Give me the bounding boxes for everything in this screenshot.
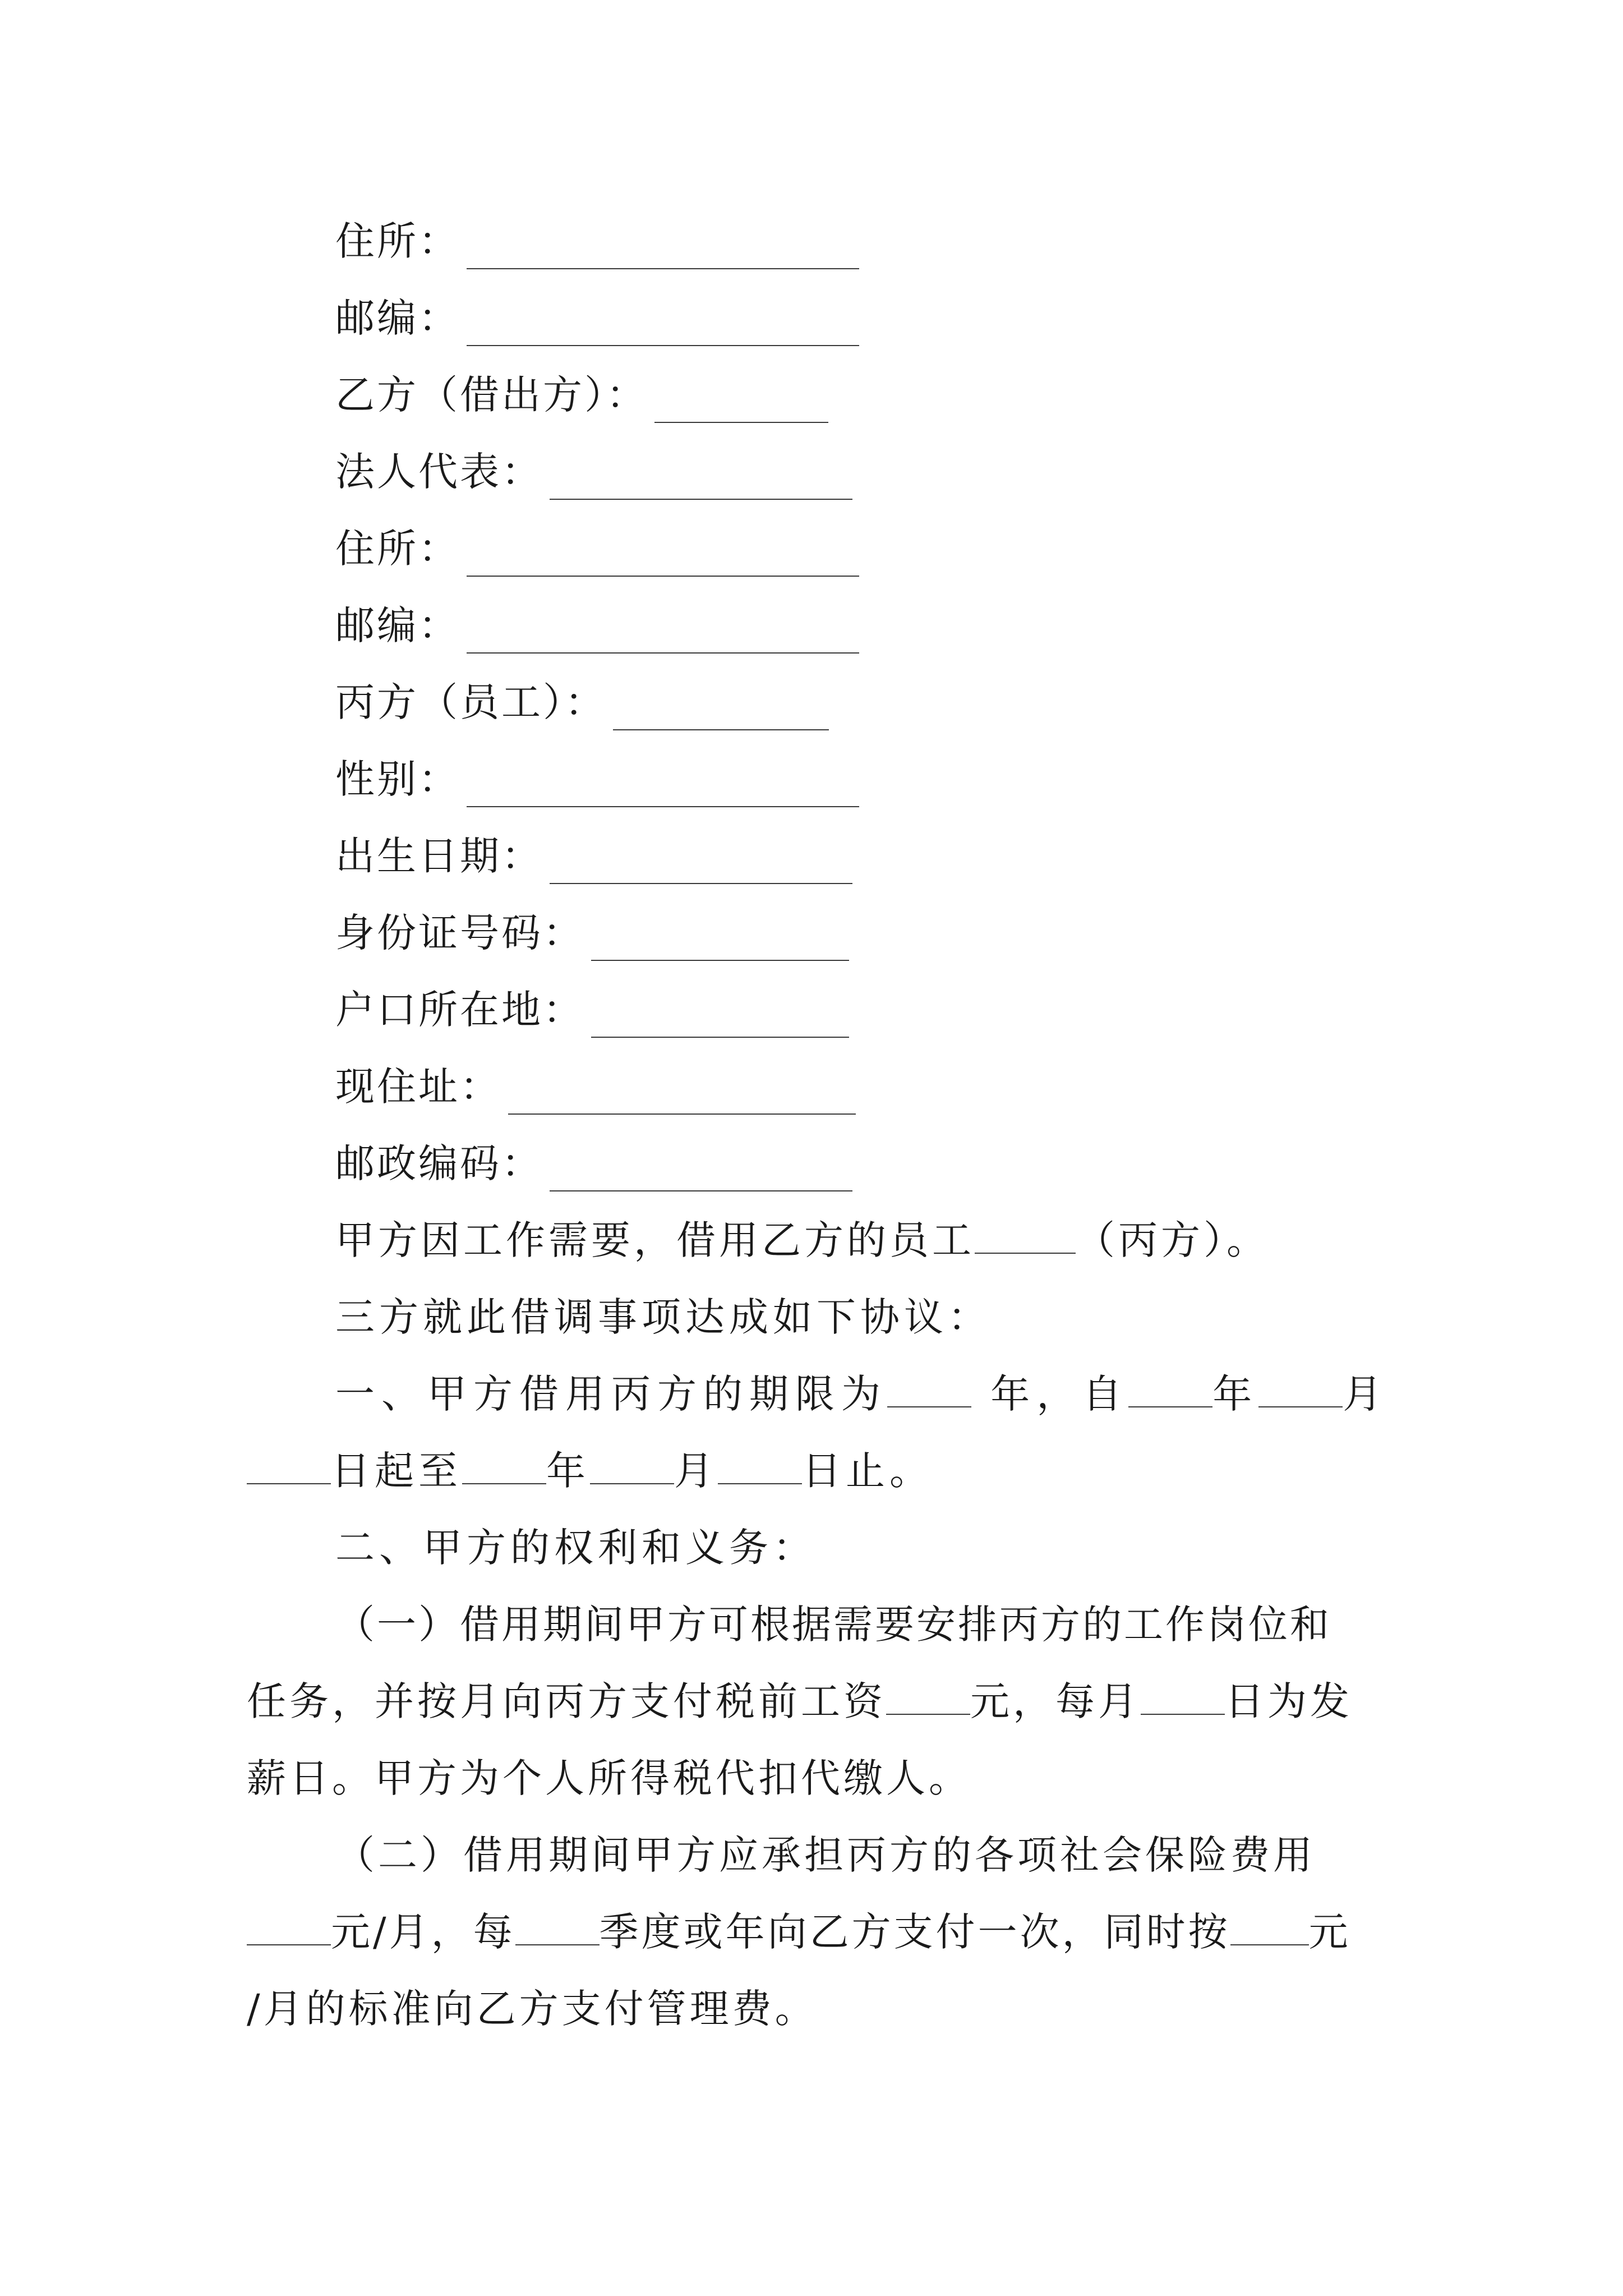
field-label: 性别：	[335, 756, 460, 802]
fill-line[interactable]	[1128, 1369, 1212, 1407]
text-segment: 三方就此借调事项达成如下协议：	[335, 1294, 992, 1340]
paragraph-clause-2-line-1	[335, 1827, 1316, 1883]
text-segment: 元/月，每	[331, 1909, 515, 1955]
fill-line[interactable]	[467, 229, 859, 269]
fill-line[interactable]	[591, 921, 849, 961]
fill-line[interactable]	[247, 1907, 331, 1945]
field-postcode-2	[335, 597, 859, 654]
fill-line[interactable]	[467, 613, 859, 654]
text-segment: 日起至	[331, 1448, 462, 1494]
text-segment: 年	[546, 1448, 590, 1494]
text-segment: 日止。	[802, 1448, 933, 1494]
field-label: 住所：	[335, 526, 460, 572]
fill-line[interactable]	[550, 844, 852, 884]
text-segment: 元，每月	[970, 1678, 1141, 1724]
text-segment: 二、甲方的权利和义务：	[335, 1525, 817, 1571]
fill-line[interactable]	[1230, 1907, 1309, 1945]
fill-line[interactable]	[613, 690, 829, 730]
fill-line[interactable]	[550, 459, 852, 500]
field-gender	[335, 751, 859, 807]
paragraph-clause-1-line-3	[247, 1750, 971, 1806]
text-segment: 日为发	[1225, 1678, 1353, 1724]
paragraph-clause-2-line-2	[247, 1904, 1351, 1960]
field-label: 乙方（借出方）：	[335, 372, 648, 418]
fill-line[interactable]	[550, 1151, 852, 1191]
field-label: 出生日期：	[335, 833, 543, 879]
field-label: 邮政编码：	[335, 1140, 543, 1186]
text-segment: 季度或年向乙方支付一次，同时按	[599, 1909, 1230, 1955]
field-address-1	[335, 213, 859, 269]
field-label: 邮编：	[335, 602, 460, 648]
field-party-c	[335, 674, 829, 730]
text-segment: 一、甲方借用丙方的期限为	[335, 1371, 887, 1417]
fill-line[interactable]	[886, 1677, 970, 1715]
field-legal-rep	[335, 444, 852, 500]
text-segment: 年	[1212, 1371, 1259, 1417]
field-address-2	[335, 521, 859, 577]
field-label: 丙方（员工）：	[335, 679, 606, 725]
fill-line[interactable]	[887, 1369, 971, 1407]
field-label: 住所：	[335, 218, 460, 264]
field-party-b	[335, 367, 828, 423]
text-segment: 年，自	[990, 1371, 1129, 1417]
fill-line[interactable]	[1141, 1677, 1225, 1715]
fill-line[interactable]	[462, 1446, 546, 1484]
fill-line[interactable]	[591, 997, 849, 1038]
field-postcode-1	[335, 290, 859, 346]
fill-line[interactable]	[467, 306, 859, 346]
field-label: 身份证号码：	[335, 910, 584, 956]
fill-line[interactable]	[515, 1907, 600, 1945]
text-segment: （二）借用期间甲方应承担丙方的各项社会保险费用	[335, 1832, 1316, 1878]
fill-line[interactable]	[718, 1446, 802, 1484]
section-heading-rights	[335, 1520, 817, 1576]
field-label: 现住址：	[335, 1064, 501, 1110]
field-label: 邮编：	[335, 295, 460, 341]
text-segment: 元	[1308, 1909, 1351, 1955]
field-current-address	[335, 1059, 856, 1115]
text-segment: 薪日。甲方为个人所得税代扣代缴人。	[247, 1755, 971, 1801]
text-segment: 月	[674, 1448, 718, 1494]
paragraph-clause-1-line-2	[247, 1673, 1353, 1729]
paragraph-intro	[335, 1212, 1269, 1268]
text-segment: （丙方）。	[1076, 1217, 1269, 1263]
fill-line[interactable]	[508, 1074, 856, 1115]
fill-line[interactable]	[590, 1446, 674, 1484]
text-segment: （一）借用期间甲方可根据需要安排丙方的工作岗位和	[335, 1602, 1331, 1648]
fill-line[interactable]	[247, 1446, 331, 1484]
fill-line[interactable]	[654, 383, 828, 423]
field-birth-date	[335, 828, 852, 884]
field-id-number	[335, 905, 849, 961]
field-label: 户口所在地：	[335, 987, 584, 1033]
fill-line[interactable]	[975, 1216, 1076, 1254]
field-label: 法人代表：	[335, 449, 543, 495]
paragraph-clause-1-line-1	[335, 1596, 1331, 1653]
text-segment: 任务，并按月向丙方支付税前工资	[247, 1678, 886, 1724]
paragraph-term-line-1	[335, 1366, 1389, 1422]
fill-line[interactable]	[467, 767, 859, 807]
paragraph-clause-2-line-3	[247, 1981, 818, 2037]
fill-line[interactable]	[467, 536, 859, 577]
paragraph-term-line-2	[247, 1443, 933, 1499]
fill-line[interactable]	[1258, 1369, 1343, 1407]
paragraph-agreement	[335, 1289, 992, 1345]
field-postal-code	[335, 1135, 852, 1191]
field-hukou	[335, 982, 849, 1038]
text-segment: /月的标准向乙方支付管理费。	[247, 1986, 818, 2032]
text-segment: 月	[1343, 1371, 1389, 1417]
text-segment: 甲方因工作需要，借用乙方的员工	[335, 1217, 975, 1263]
